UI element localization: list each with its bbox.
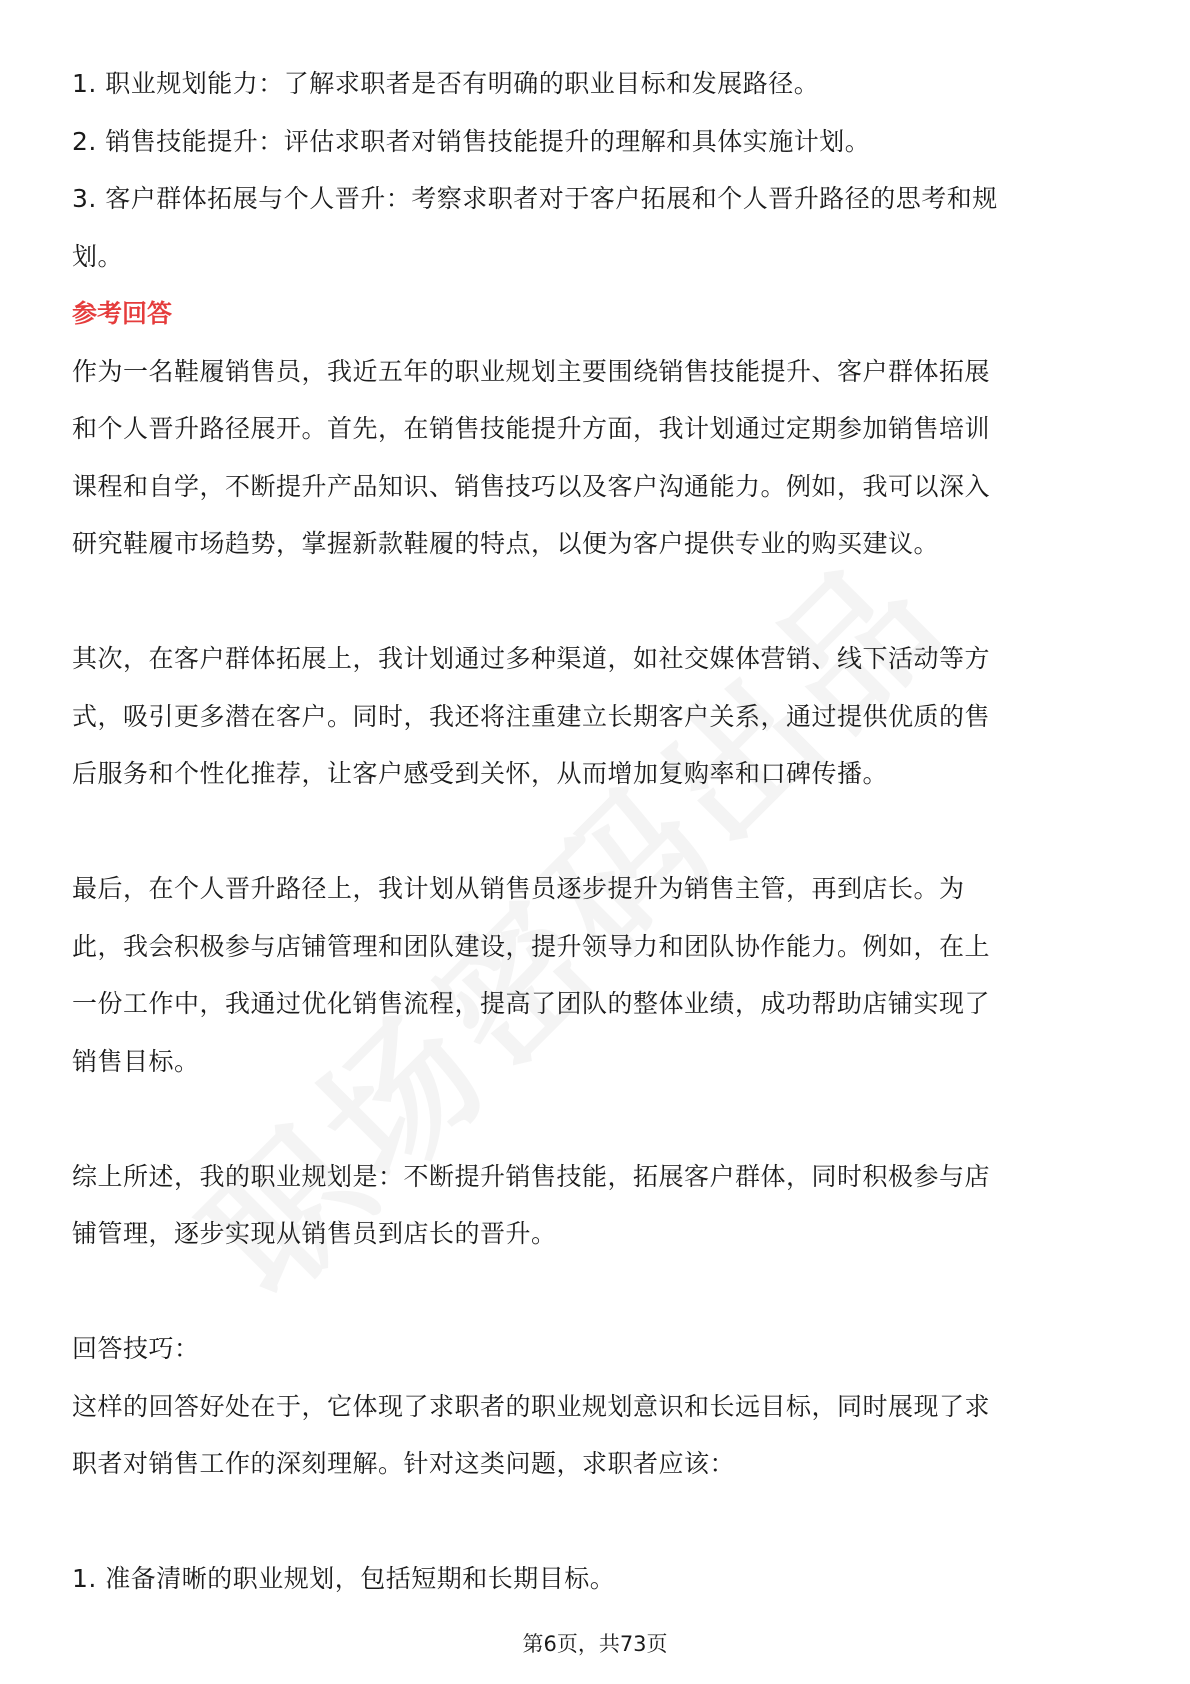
tips-heading: 回答技巧： <box>72 1334 200 1363</box>
paragraph-gap <box>72 803 1122 861</box>
tips-list-item-1: 1. 准备清晰的职业规划，包括短期和长期目标。 <box>72 1564 616 1593</box>
answer-p3-line-3: 一份工作中，我通过优化销售流程，提高了团队的整体业绩，成功帮助店铺实现了 <box>72 989 991 1018</box>
answer-p1-line-1: 作为一名鞋履销售员，我近五年的职业规划主要围绕销售技能提升、客户群体拓展 <box>72 356 991 386</box>
paragraph-gap <box>72 1493 1122 1551</box>
evaluation-point-3: 3. 客户群体拓展与个人晋升：考察求职者对于客户拓展和个人晋升路径的思考和规 <box>72 184 998 213</box>
answer-p1-line-4: 研究鞋履市场趋势，掌握新款鞋履的特点，以便为客户提供专业的购买建议。 <box>72 529 940 558</box>
paragraph-gap <box>72 573 1122 631</box>
answer-p1-line-3: 课程和自学，不断提升产品知识、销售技巧以及客户沟通能力。例如，我可以深入 <box>72 471 991 501</box>
paragraph-gap <box>72 1090 1122 1148</box>
tips-line-1: 这样的回答好处在于，它体现了求职者的职业规划意识和长远目标，同时展现了求 <box>72 1391 991 1421</box>
answer-p3-line-1: 最后，在个人晋升路径上，我计划从销售员逐步提升为销售主管，再到店长。为 <box>72 874 965 903</box>
answer-p2-line-3: 后服务和个性化推荐，让客户感受到关怀，从而增加复购率和口碑传播。 <box>72 759 889 788</box>
evaluation-point-2: 2. 销售技能提升：评估求职者对销售技能提升的理解和具体实施计划。 <box>72 126 871 156</box>
answer-p3-line-2: 此，我会积极参与店铺管理和团队建设，提升领导力和团队协作能力。例如，在上 <box>72 931 991 961</box>
evaluation-point-3-cont: 划。 <box>72 241 124 271</box>
reference-answer-heading: 参考回答 <box>72 299 173 328</box>
paragraph-gap <box>72 1263 1122 1321</box>
answer-p2-line-2: 式，吸引更多潜在客户。同时，我还将注重建立长期客户关系，通过提供优质的售 <box>72 701 991 731</box>
answer-p3-line-4: 销售目标。 <box>72 1046 200 1076</box>
evaluation-point-1: 1. 职业规划能力：了解求职者是否有明确的职业目标和发展路径。 <box>72 69 820 98</box>
answer-p1-line-2: 和个人晋升路径展开。首先，在销售技能提升方面，我计划通过定期参加销售培训 <box>72 414 991 443</box>
answer-p4-line-1: 综上所述，我的职业规划是：不断提升销售技能，拓展客户群体，同时积极参与店 <box>72 1161 991 1191</box>
document-page <box>72 55 1122 1608</box>
page-footer: 第6页，共73页 <box>522 1632 668 1656</box>
answer-p4-line-2: 铺管理，逐步实现从销售员到店长的晋升。 <box>72 1219 557 1248</box>
tips-line-2: 职者对销售工作的深刻理解。针对这类问题，求职者应该： <box>72 1449 736 1478</box>
answer-p2-line-1: 其次，在客户群体拓展上，我计划通过多种渠道，如社交媒体营销、线下活动等方 <box>72 644 991 673</box>
